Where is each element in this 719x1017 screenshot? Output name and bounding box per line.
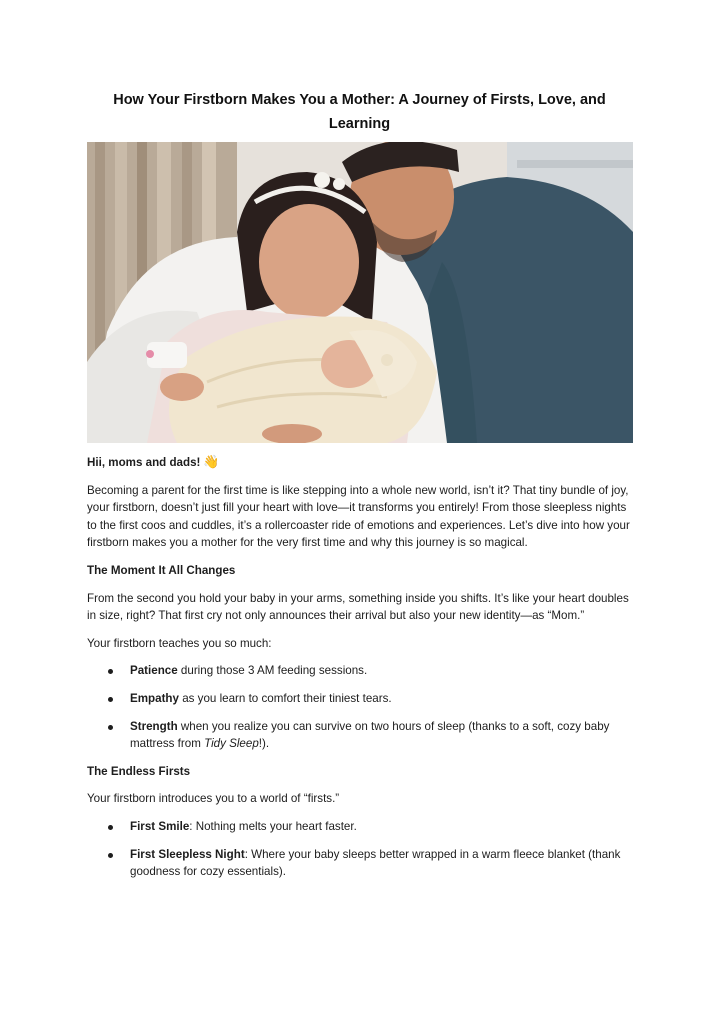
- list-item-bold: First Smile: [130, 819, 190, 833]
- list-item-bold: Empathy: [130, 691, 179, 705]
- greeting: [87, 453, 633, 472]
- bullet-icon: [108, 853, 113, 858]
- list-item-text: during those 3 AM feeding sessions.: [177, 664, 368, 678]
- brand-name: Tidy Sleep: [204, 737, 259, 751]
- list-item-bold: Strength: [130, 719, 178, 733]
- list-item-bold: First Sleepless Night: [130, 847, 245, 861]
- list-item-text: as you learn to comfort their tiniest tears.: [178, 691, 392, 705]
- bullet-icon: [108, 697, 113, 702]
- bullet-icon: [108, 669, 113, 674]
- list-item: [87, 690, 633, 708]
- list-item: [87, 662, 633, 680]
- greeting-text: Hii, moms and dads!: [87, 456, 201, 469]
- lessons-list: [87, 662, 633, 752]
- list-item: [87, 818, 633, 836]
- family-photo-illustration: [87, 142, 633, 443]
- list-item-bold: Patience: [130, 664, 178, 678]
- intro-paragraph: Becoming a parent for the first time is like stepping into a whole new world, isn’t it? That tiny bundle of joy, your firstborn, doesn’t just fill your heart with love—it transforms you entirely! From those sleepless nights to the first coos and cuddles, it’s a rollercoaster ride of emotions and experiences. Let’s dive into how your firstborn makes you a mother for the very first time and why this journey is so magical.: [87, 483, 630, 550]
- section-heading-moment: The Moment It All Changes: [87, 563, 236, 577]
- firsts-list: [87, 818, 633, 881]
- list-item: [87, 718, 633, 753]
- article-title: How Your Firstborn Makes You a Mother: A Journey of Firsts, Love, and Learning: [113, 92, 606, 132]
- section-heading-firsts: The Endless Firsts: [87, 764, 191, 778]
- bullet-icon: [108, 725, 113, 730]
- bullet-icon: [108, 825, 113, 830]
- list-item: [87, 846, 633, 881]
- family-photo: [87, 142, 633, 443]
- list-item-tail: !).: [258, 737, 270, 751]
- section-lead-moment: Your firstborn teaches you so much:: [87, 636, 272, 650]
- list-item-text: : Where your baby sleeps better wrapped in a warm fleece blanket (thank goodness for cozy essentials).: [130, 847, 621, 879]
- section-lead-firsts: Your firstborn introduces you to a world of “firsts.”: [87, 792, 340, 806]
- waving-hand-icon: 👋: [203, 454, 220, 469]
- list-item-text: : Nothing melts your heart faster.: [189, 819, 357, 833]
- article-body: [87, 453, 633, 891]
- section-paragraph-moment: From the second you hold your baby in your arms, something inside you shifts. It’s like your heart doubles in size, right? That first cry not only announces their arrival but also your new identity—as “Mom.”: [87, 591, 629, 623]
- list-item-text: when you realize you can survive on two hours of sleep (thanks to a soft, cozy baby mattress from: [130, 719, 610, 751]
